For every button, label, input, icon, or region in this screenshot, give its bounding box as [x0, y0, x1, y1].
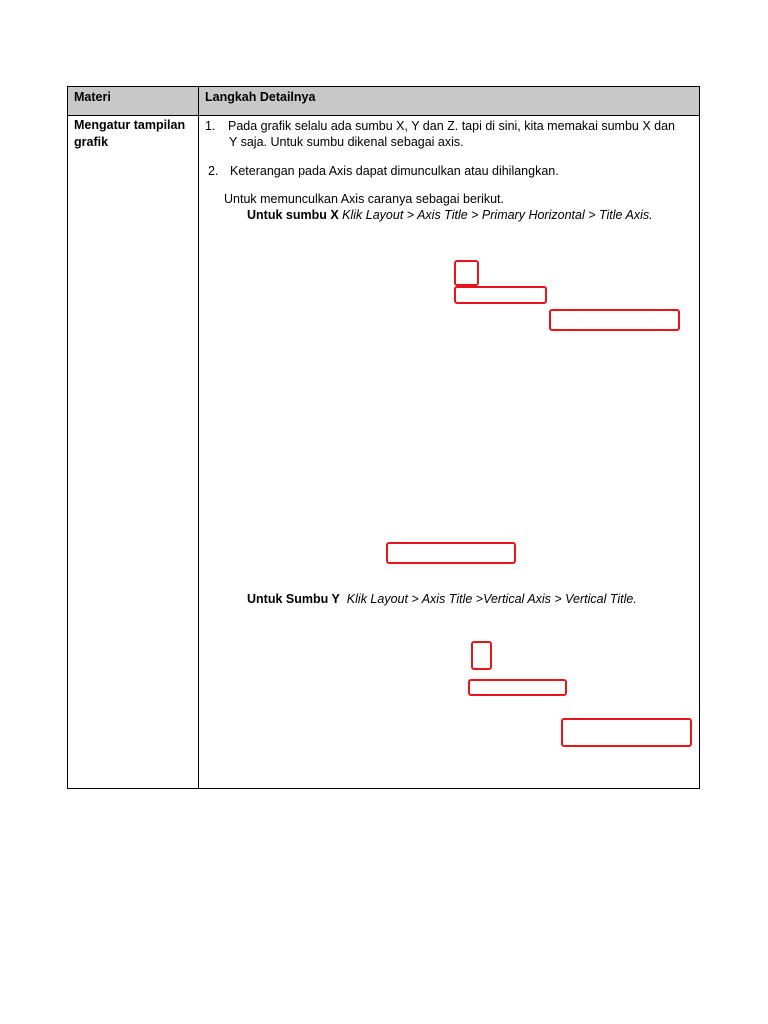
y-axis-instruction [247, 591, 637, 607]
bullet-text: Untuk memunculkan Axis caranya sebagai berikut. [224, 192, 505, 206]
y-axis-path: Klik Layout > Axis Title >Vertical Axis > Vertical Title. [346, 592, 637, 606]
highlight-box-layout-tab [454, 260, 479, 286]
y-axis-label: Untuk Sumbu Y [247, 592, 340, 606]
highlight-box-axis-title [454, 286, 547, 304]
highlight-box-primary-horizontal [549, 309, 680, 331]
header-langkah: Langkah Detailnya [205, 90, 316, 104]
highlight-box-vertical-axis [561, 718, 692, 747]
highlight-box-title-axis [386, 542, 516, 564]
step-1-line-1: Pada grafik selalu ada sumbu X, Y dan Z. tapi di sini, kita memakai sumbu X dan [228, 119, 676, 133]
table-header-row [68, 87, 699, 116]
x-axis-instruction [247, 207, 653, 223]
header-materi: Materi [74, 90, 111, 104]
bullet-line [224, 191, 504, 207]
step-2-line-1: Keterangan pada Axis dapat dimunculkan atau dihilangkan. [230, 164, 559, 178]
highlight-box-axis-title-y [468, 679, 567, 696]
step-1-line-2: Y saja. Untuk sumbu dikenal sebagai axis. [229, 135, 464, 149]
step-2-number: 2. [208, 164, 219, 178]
x-axis-path: Klik Layout > Axis Title > Primary Horizontal > Title Axis. [342, 208, 653, 222]
topic-cell: Mengatur tampilan grafik [74, 118, 186, 149]
x-axis-label: Untuk sumbu X [247, 208, 339, 222]
highlight-box-layout-tab-y [471, 641, 492, 670]
step-1-number: 1. [205, 119, 216, 133]
column-divider [198, 87, 199, 788]
